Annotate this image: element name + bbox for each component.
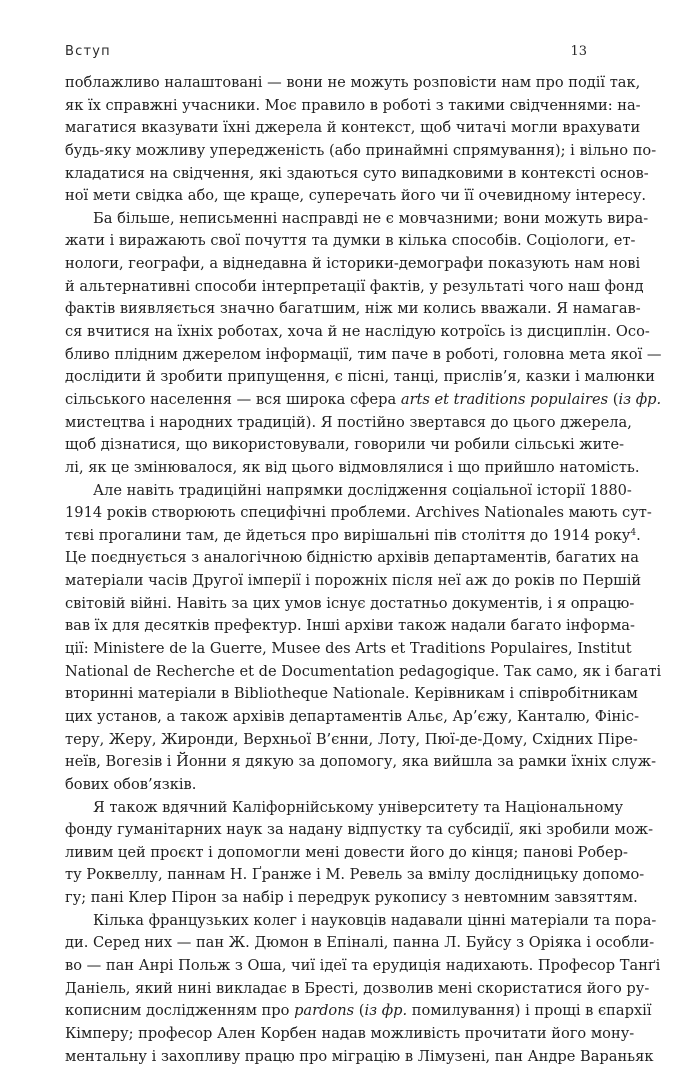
text-line: ції: Ministere de la Guerre, Musee des Arts et Traditions Populaires, Institut [65,640,632,658]
text-line: кладатися на свідчення, які здаються суто випадковими в контексті основ- [65,164,649,182]
book-page [65,0,662,1065]
italic-text: arts et traditions populaires [400,390,609,408]
text-line: матеріали часів Другої імперії і порожніх після неї аж до років по Першій [65,572,642,590]
text-line: теру, Жеру, Жиронди, Верхньої В’єнни, Лоту, Пюї-де-Дому, Східних Піре- [65,730,638,748]
text-line: ся вчитися на їхніх роботах, хоча й не наслідую котроїсь із дисциплін. Осо- [65,323,650,341]
text-line: Я також вдячний Каліфорнійському університету та Національному [93,798,624,816]
text-line: сільського населення — вся широка сфера arts et traditions populaires (із фр. [65,390,662,408]
page-number: 13 [570,44,587,59]
text-line: магатися вказувати їхні джерела й контекст, щоб читачі могли врахувати [65,119,641,137]
text-line: вав їх для десятків префектур. Інші архіви також надали багато інформа- [65,617,635,635]
paragraph [65,480,662,797]
text-line: жати і виражають свої почуття та думки в кілька способів. Соціологи, ет- [65,232,636,250]
paragraph [65,208,662,480]
text-line: мистецтва і народних традицій). Я постійно звертався до цього джерела, [65,413,632,431]
text-line: бових обов’язків. [65,775,197,793]
text-line: нологи, географи, а віднедавна й історики-демографи показують нам нові [65,255,641,273]
text-line: вторинні матеріали в Bibliotheque Nationale. Керівникам і співробітникам [65,685,638,703]
text-line: лі, як це змінювалося, як від цього відмовлялися і що прийшло натомість. [65,458,640,476]
text-line: тєві прогалини там, де йдеться про вирішальні пів століття до 1914 року$^4$. [65,526,641,544]
text-line: National de Recherche et de Documentation pedagogique. Так само, як і багаті [65,662,662,680]
text-line: 1914 років створюють специфічні проблеми. Archives Nationales мають сут- [65,504,652,522]
text-line: Це поєднується з аналогічною бідністю архівів департаментів, багатих на [65,549,639,567]
text-line: й альтернативні способи інтерпретації фактів, у результаті чого наш фонд [65,277,644,295]
text-line: щоб дізнатися, що використовували, говорили чи робили сільські жите- [65,436,625,454]
italic-text: із фр. [364,1002,408,1020]
text-line: будь-яку можливу упередженість (або принаймні спрямування); і вільно по- [65,141,657,159]
italic-text: із фр. [618,390,662,408]
running-head [65,44,587,64]
italic-text: pardons [294,1002,355,1020]
text-line: дослідити й зробити припущення, є пісні, танці, прислів’я, казки і малюнки [65,368,655,386]
text-line: бливо плідним джерелом інформації, тим паче в роботі, головна мета якої — [65,345,662,363]
body-text [65,72,662,1068]
footnote-ref[interactable]: 4 [630,527,637,538]
text-line: як їх справжні учасники. Моє правило в роботі з такими свідченнями: на- [65,96,641,114]
paragraph [65,797,654,910]
text-line: Ба більше, неписьменні насправді не є мовчазними; вони можуть вира- [93,209,649,227]
text-line: Але навіть традиційні напрямки дослідження соціальної історії 1880- [93,481,632,499]
text-line: Кімперу; професор Ален Корбен надав можливість прочитати його мону- [65,1024,635,1042]
text-line: ментальну і захопливу працю про міграцію в Лімузені, пан Андре Вараньяк [65,1047,654,1065]
text-line: во — пан Анрі Польж з Оша, чиї ідеї та ерудиція надихають. Професор Танґі [65,956,661,974]
chapter-title: Вступ [65,44,111,59]
text-line: ної мети свідка або, ще краще, суперечать його чи її очевидному інтересу. [65,187,647,205]
text-line: гу; пані Клер Пірон за набір і передрук рукопису з невтомним завзяттям. [65,889,638,907]
text-line: ту Роквеллу, паннам Н. Ґранже і М. Ревель за вмілу дослідницьку допомо- [65,866,645,884]
text-line: ливим цей проєкт і допомогли мені довести його до кінця; панові Робер- [65,843,628,861]
text-line: фактів виявляється значно багатшим, ніж ми колись вважали. Я намагав- [65,300,641,318]
paragraph [65,72,657,208]
text-line: цих установ, а також архівів департаментів Альє, Ар’єжу, Канталю, Фініс- [65,707,640,725]
text-line: Даніель, який нині викладає в Бресті, дозволив мені скористатися його ру- [65,979,650,997]
text-line: неїв, Вогезів і Йонни я дякую за допомогу, яка вийшла за рамки їхніх служ- [65,753,657,771]
text-line: поблажливо налаштовані — вони не можуть розповісти нам про події так, [65,74,641,91]
text-line: Кілька французьких колег і науковців надавали цінні матеріали та пора- [93,911,657,929]
text-line: світовій війні. Навіть за цих умов існує достатньо документів, і я опрацю- [65,594,635,612]
paragraph [65,910,661,1068]
text-line: фонду гуманітарних наук за надану відпустку та субсидії, які зробили мож- [65,821,654,839]
text-line: кописним дослідженням про pardons (із фр. помилування) і прощі в єпархії [65,1002,652,1020]
text-line: ди. Серед них — пан Ж. Дюмон в Епіналі, панна Л. Буйсу з Оріяка і особли- [65,934,655,952]
